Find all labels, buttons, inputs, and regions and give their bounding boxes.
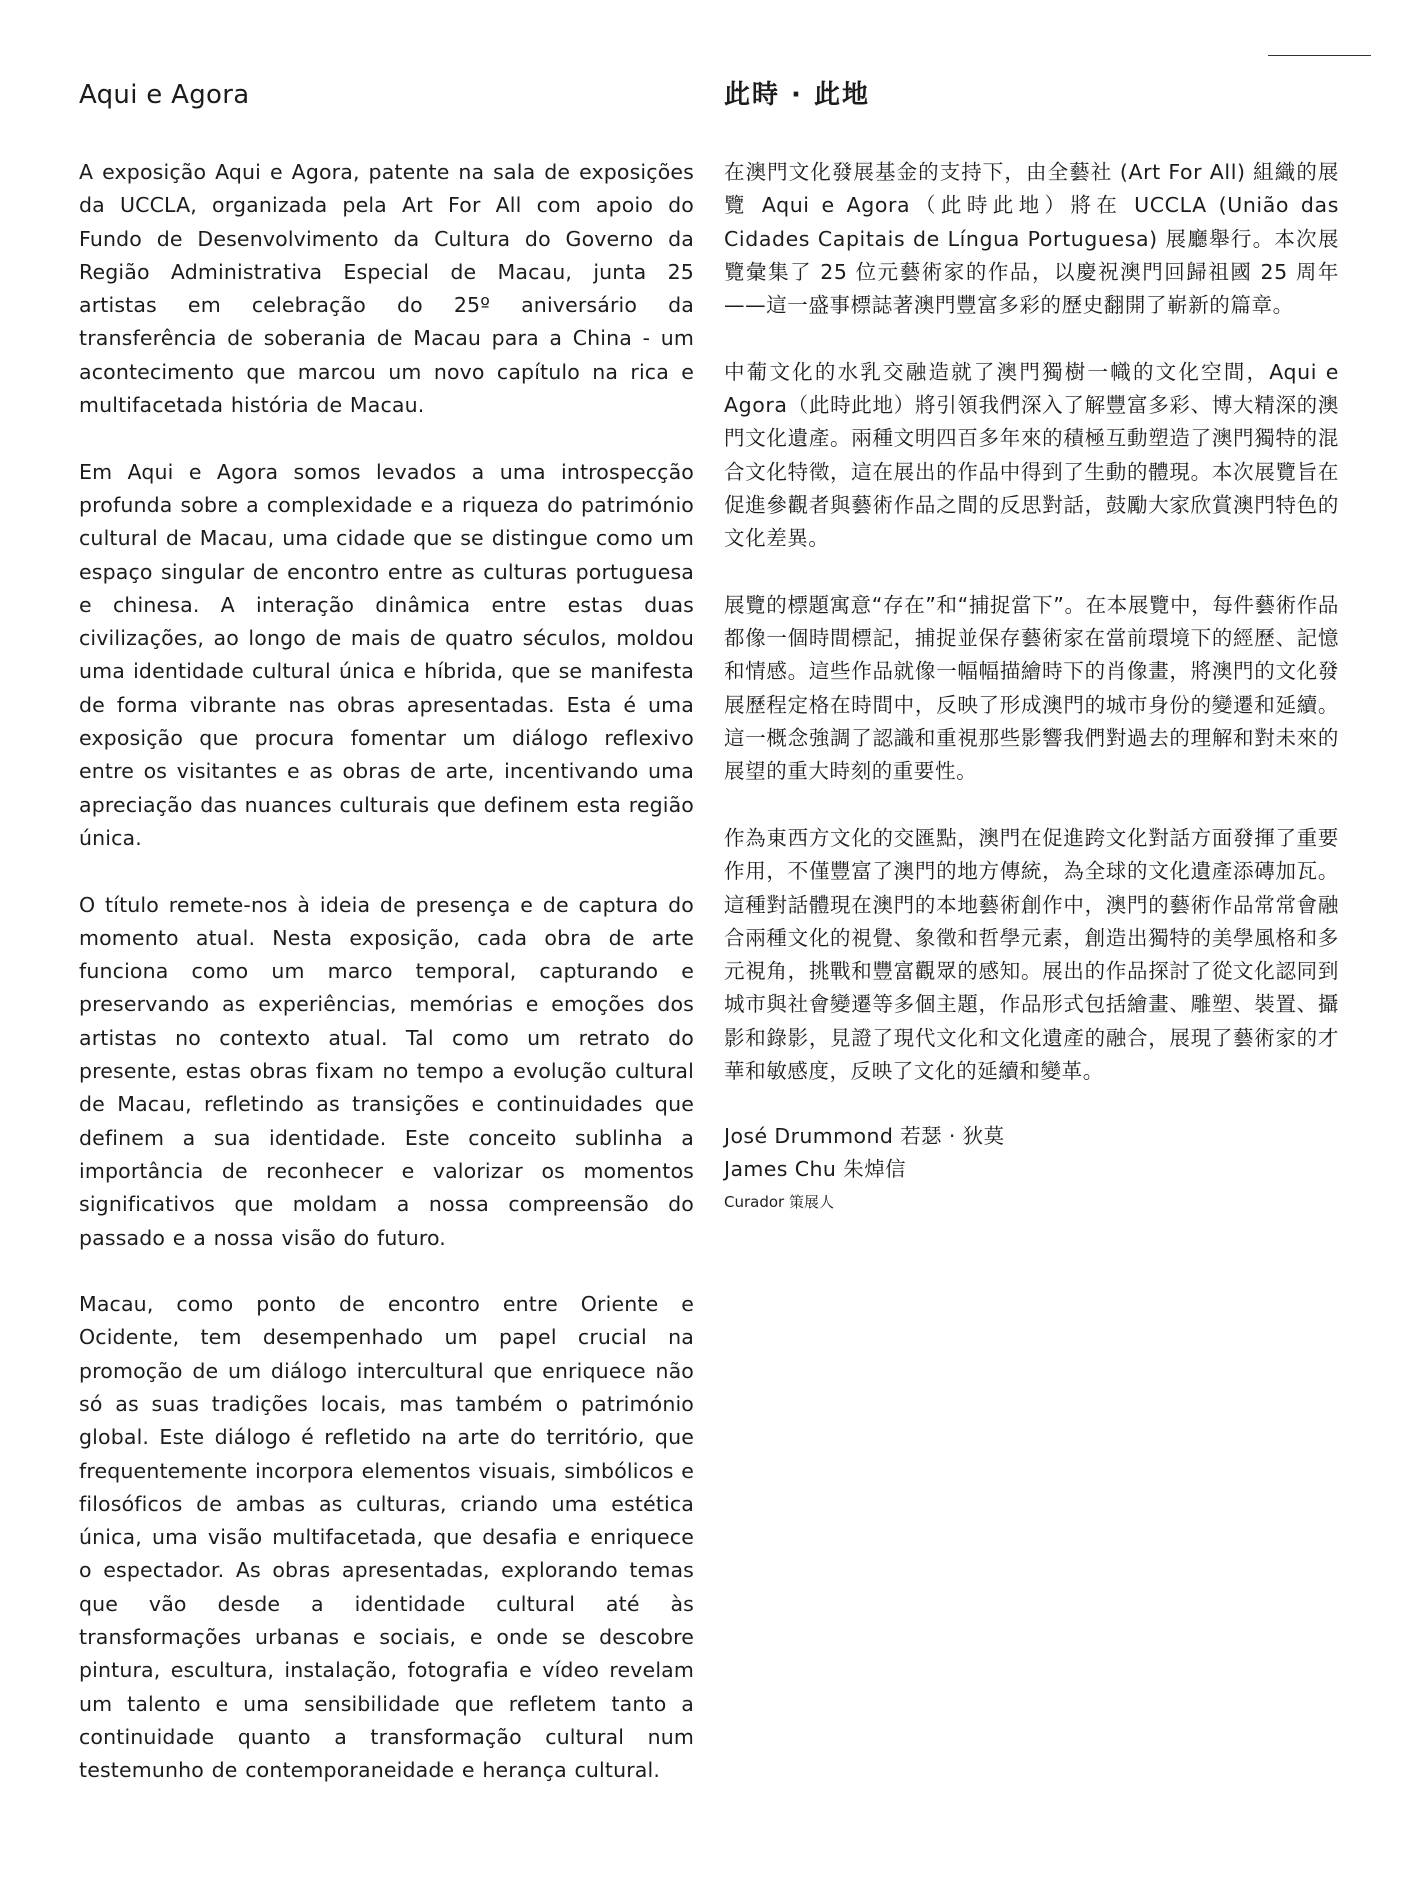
signature-name-2: James Chu 朱焯信 xyxy=(724,1156,906,1181)
chinese-paragraph-2: 中葡文化的水乳交融造就了澳門獨樹一幟的文化空間，Aqui e Agora（此時此地）將引領我們深入了解豐富多彩、博大精深的澳門文化遺產。兩種文明四百多年來的積極互動塑造了澳門獨特的混合文化特徵，這在展出的作品中得到了生動的體現。本次展覽旨在促進參觀者與藝術作品之間的反思對話，鼓勵大家欣賞澳門特色的文化差異。 xyxy=(724,359,1339,551)
chinese-paragraph-3: 展覽的標題寓意“存在”和“捕捉當下”。在本展覽中，每件藝術作品都像一個時間標記，捕捉並保存藝術家在當前環境下的經歷、記憶和情感。這些作品就像一幅幅描繪時下的肖像畫，將澳門的文化發展歷程定格在時間中，反映了形成澳門的城市身份的變遷和延續。這一概念強調了認識和重視那些影響我們對過去的理解和對未來的展望的重大時刻的重要性。 xyxy=(724,592,1339,784)
portuguese-paragraph-2: Em Aqui e Agora somos levados a uma introspecção profunda sobre a complexidade e a riqueza do património cultural de Macau, uma cidade que se distingue como um espaço singular de encontro entre as culturas portuguesa e chinesa. A interação dinâmica entre estas duas civilizações, ao longo de mais de quatro séculos, moldou uma identidade cultural única e híbrida, que se manifesta de forma vibrante nas obras apresentadas. Esta é uma exposição que procura fomentar um diálogo reflexivo entre os visitantes e as obras de arte, incentivando uma apreciação das nuances culturais que definem esta região única. xyxy=(79,459,694,850)
portuguese-body xyxy=(79,156,694,1788)
portuguese-paragraph-3: O título remete-nos à ideia de presença e de captura do momento atual. Nesta exposição, cada obra de arte funciona como um marco temporal, capturando e preservando as experiências, memórias e emoções dos artistas no contexto atual. Tal como um retrato do presente, estas obras fixam no tempo a evolução cultural de Macau, refletindo as transições e continuidades que definem a sua identidade. Este conceito sublinha a importância de reconhecer e valorizar os momentos significativos que moldam a nossa compreensão do passado e a nossa visão do futuro. xyxy=(79,892,694,1250)
top-rule xyxy=(1268,55,1371,56)
chinese-title: 此時 · 此地 xyxy=(724,80,870,110)
signature-name-1: José Drummond 若瑟 · 狄莫 xyxy=(724,1123,1005,1148)
chinese-body xyxy=(724,156,1339,1088)
signature-block xyxy=(724,1120,1339,1217)
portuguese-title: Aqui e Agora xyxy=(79,80,250,110)
chinese-column xyxy=(724,78,1339,1216)
chinese-paragraph-1: 在澳門文化發展基金的支持下，由全藝社 (Art For All) 組織的展覽 Aqui e Agora（此時此地）將在 UCCLA (União das Cidades Capitais de Língua Portuguesa) 展廳舉行。本次展覽彙集了 25 位元藝術家的作品，以慶祝澳門回歸祖國 25 周年——這一盛事標誌著澳門豐富多彩的歷史翻開了嶄新的篇章。 xyxy=(724,160,1339,318)
chinese-paragraph-4: 作為東西方文化的交匯點，澳門在促進跨文化對話方面發揮了重要作用，不僅豐富了澳門的地方傳統，為全球的文化遺產添磚加瓦。這種對話體現在澳門的本地藝術創作中，澳門的藝術作品常常會融合兩種文化的視覺、象徵和哲學元素，創造出獨特的美學風格和多元視角，挑戰和豐富觀眾的感知。展出的作品探討了從文化認同到城市與社會變遷等多個主題，作品形式包括繪畫、雕塑、裝置、攝影和錄影，見證了現代文化和文化遺產的融合，展現了藝術家的才華和敏感度，反映了文化的延續和變革。 xyxy=(724,825,1339,1084)
portuguese-paragraph-1: A exposição Aqui e Agora, patente na sala de exposições da UCCLA, organizada pela Art For All com apoio do Fundo de Desenvolvimento da Cultura do Governo da Região Administrativa Especial de Macau, junta 25 artistas em celebração do 25º aniversário da transferência de soberania de Macau para a China - um acontecimento que marcou um novo capítulo na rica e multifacetada história de Macau. xyxy=(79,160,694,418)
signature-role: Curador 策展人 xyxy=(724,1193,834,1212)
portuguese-column xyxy=(79,78,694,1821)
portuguese-paragraph-4: Macau, como ponto de encontro entre Oriente e Ocidente, tem desempenhado um papel crucial na promoção de um diálogo intercultural que enriquece não só as suas tradições locais, mas também o património global. Este diálogo é refletido na arte do território, que frequentemente incorpora elementos visuais, simbólicos e filosóficos de ambas as culturas, criando uma estética única, uma visão multifacetada, que desafia e enriquece o espectador. As obras apresentadas, explorando temas que vão desde a identidade cultural até às transformações urbanas e sociais, e onde se descobre pintura, escultura, instalação, fotografia e vídeo revelam um talento e uma sensibilidade que refletem tanto a continuidade quanto a transformação cultural num testemunho de contemporaneidade e herança cultural. xyxy=(79,1292,694,1783)
